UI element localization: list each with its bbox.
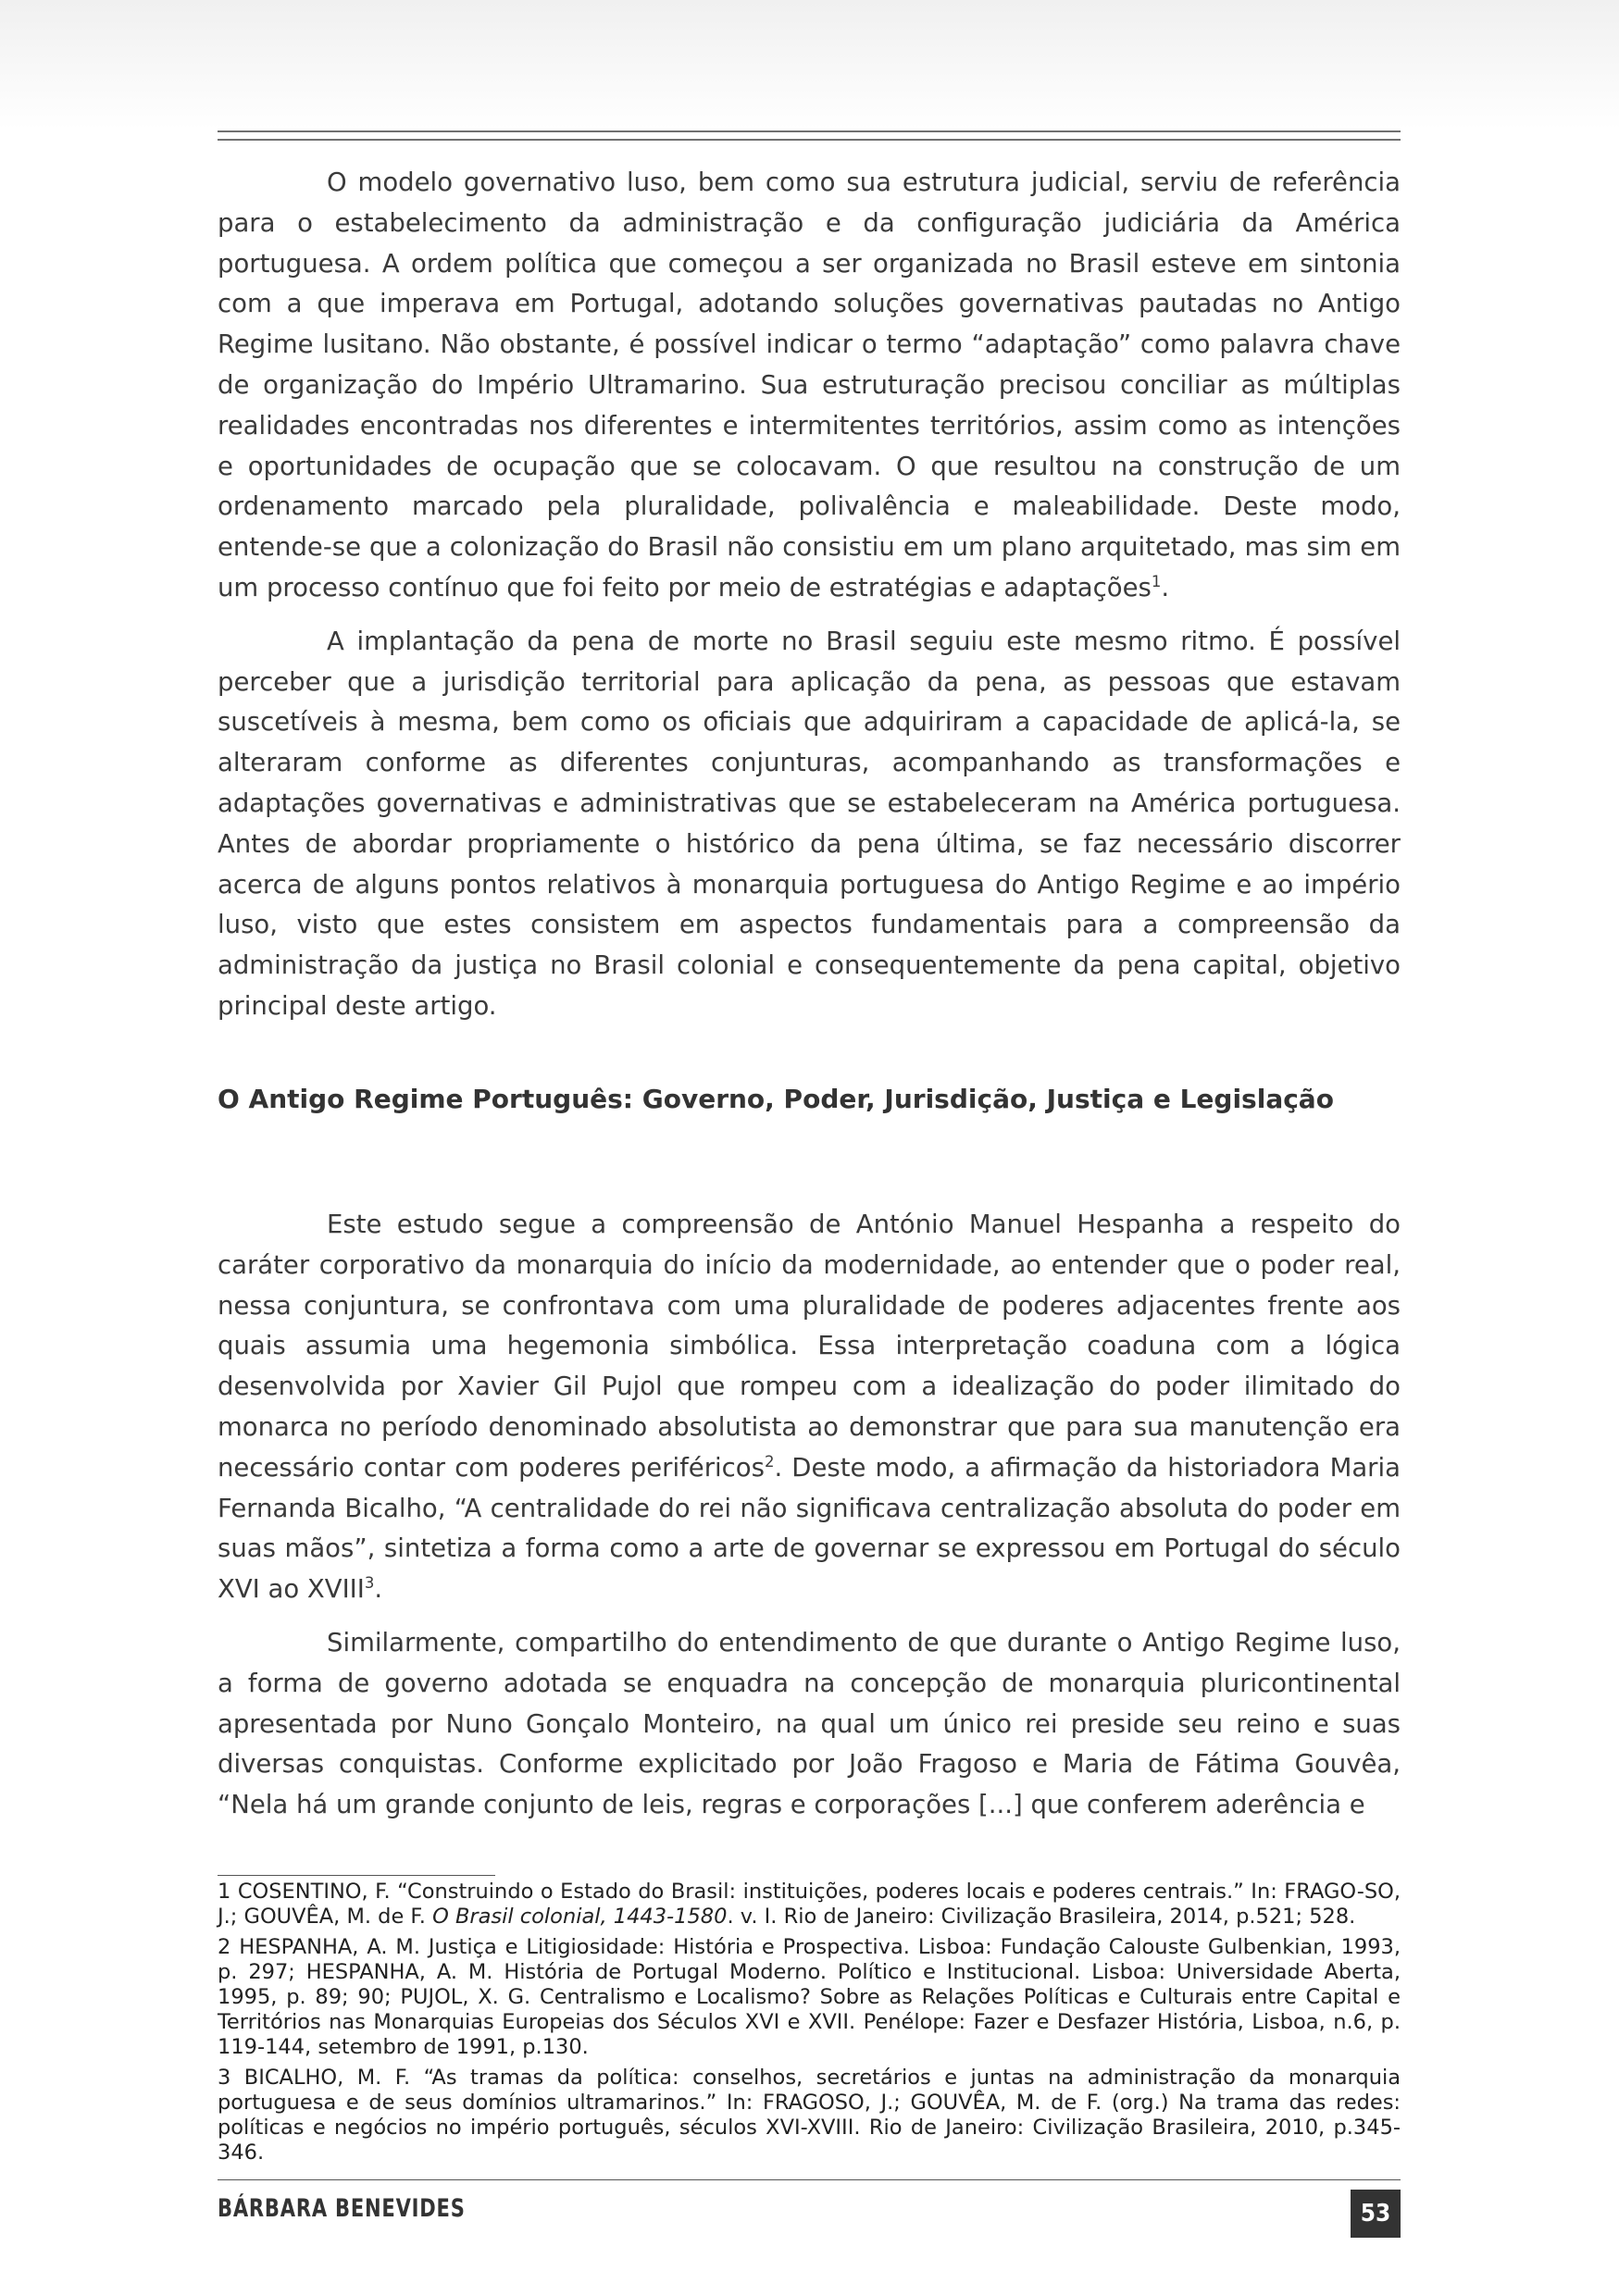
footnote-separator bbox=[218, 1875, 495, 1876]
footnotes bbox=[218, 1880, 1401, 2166]
footnote-ref-3[interactable]: 3 bbox=[364, 1574, 375, 1593]
body-text-top bbox=[218, 163, 1401, 1027]
footnote-1: 1 COSENTINO, F. “Construindo o Estado do Brasil: instituições, poderes locais e poderes centrais.” In: FRAGO-SO, J.; GOUVÊA, M. de F. O Brasil colonial, 1443-1580. v. I. Rio de Janeiro: Civilização Brasileira, 2014, p.521; 528. bbox=[218, 1880, 1401, 1929]
footnote-2: 2 HESPANHA, A. M. Justiça e Litigiosidade: História e Prospectiva. Lisboa: Fundação Calouste Gulbenkian, 1993, p. 297; HESPANHA, A. M. História de Portugal Moderno. Político e Institucional. Lisboa: Universidade Aberta, 1995, p. 89; 90; PUJOL, X. G. Centralismo e Localismo? Sobre as Relações Políticas e Culturais entre Capital e Territórios nas Monarquias Europeias dos Séculos XVI e XVII. Penélope: Fazer e Desfazer História, Lisboa, n.6, p. 119-144, setembro de 1991, p.130. bbox=[218, 1935, 1401, 2059]
footnote-ref-2[interactable]: 2 bbox=[764, 1452, 775, 1471]
footnote-3: 3 BICALHO, M. F. “As tramas da política: conselhos, secretários e juntas na administração da monarquia portuguesa e de seus domínios ultramarinos.” In: FRAGOSO, J.; GOUVÊA, M. de F. (org.) Na trama das redes: políticas e negócios no império português, séculos XVI-XVIII. Rio de Janeiro: Civilização Brasileira, 2010, p.345-346. bbox=[218, 2066, 1401, 2165]
footer-author: BÁRBARA BENEVIDES bbox=[218, 2194, 466, 2223]
document-page bbox=[218, 0, 1401, 2296]
body-text-bottom bbox=[218, 1205, 1401, 1826]
paragraph-2: A implantação da pena de morte no Brasil seguiu este mesmo ritmo. É possível perceber que a jurisdição territorial para aplicação da pena, as pessoas que estavam suscetíveis à mesma, bem como os oficiais que adquiriram a capacidade de aplicá-la, se alteraram conforme as diferentes conjunturas, acompanhando as transformações e adaptações governativas e administrativas que se estabeleceram na América portuguesa. Antes de abordar propriamente o histórico da pena última, se faz necessário discorrer acerca de alguns pontos relativos à monarquia portuguesa do Antigo Regime e ao império luso, visto que estes consistem em aspectos fundamentais para a compreensão da administração da justiça no Brasil colonial e consequentemente da pena capital, objetivo principal deste artigo. bbox=[218, 626, 1401, 1021]
footnote-ref-1[interactable]: 1 bbox=[1151, 572, 1162, 590]
paragraph-3: Este estudo segue a compreensão de António Manuel Hespanha a respeito do caráter corporativo da monarquia do início da modernidade, ao entender que o poder real, nessa conjuntura, se confrontava com uma pluralidade de poderes adjacentes frente aos quais assumia uma hegemonia simbólica. Essa interpretação coaduna com a lógica desenvolvida por Xavier Gil Pujol que rompeu com a idealização do poder ilimitado do monarca no período denominado absolutista ao demonstrar que para sua manutenção era necessário contar com poderes periféricos$^2$. Deste modo, a afirmação da historiadora Maria Fernanda Bicalho, “A centralidade do rei não significava centralização absoluta do poder em suas mãos”, sintetiza a forma como a arte de governar se expressou em Portugal do século XVI ao XVIII$^3$. bbox=[218, 1210, 1401, 1605]
section-heading: O Antigo Regime Português: Governo, Poder, Jurisdição, Justiça e Legislação bbox=[218, 1084, 1334, 1114]
paragraph-1: O modelo governativo luso, bem como sua estrutura judicial, serviu de referência para o estabelecimento da administração e da configuração judiciária da América portuguesa. A ordem política que começou a ser organizada no Brasil esteve em sintonia com a que imperava em Portugal, adotando soluções governativas pautadas no Antigo Regime lusitano. Não obstante, é possível indicar o termo “adaptação” como palavra chave de organização do Império Ultramarino. Sua estruturação precisou conciliar as múltiplas realidades encontradas nos diferentes e intermitentes territórios, assim como as intenções e oportunidades de ocupação que se colocavam. O que resultou na construção de um ordenamento marcado pela pluralidade, polivalência e maleabilidade. Deste modo, entende-se que a colonização do Brasil não consistiu em um plano arquitetado, mas sim em um processo contínuo que foi feito por meio de estratégias e adaptações$^1$. bbox=[218, 168, 1401, 602]
header-double-rule bbox=[218, 130, 1401, 141]
footer-rule bbox=[218, 2179, 1401, 2180]
paragraph-4: Similarmente, compartilho do entendimento de que durante o Antigo Regime luso, a forma de governo adotada se enquadra na concepção de monarquia pluricontinental apresentada por Nuno Gonçalo Monteiro, na qual um único rei preside seu reino e suas diversas conquistas. Conforme explicitado por João Fragoso e Maria de Fátima Gouvêa, “Nela há um grande conjunto de leis, regras e corporações [...] que conferem aderência e bbox=[218, 1627, 1401, 1820]
page-number-badge: 53 bbox=[1351, 2190, 1401, 2238]
